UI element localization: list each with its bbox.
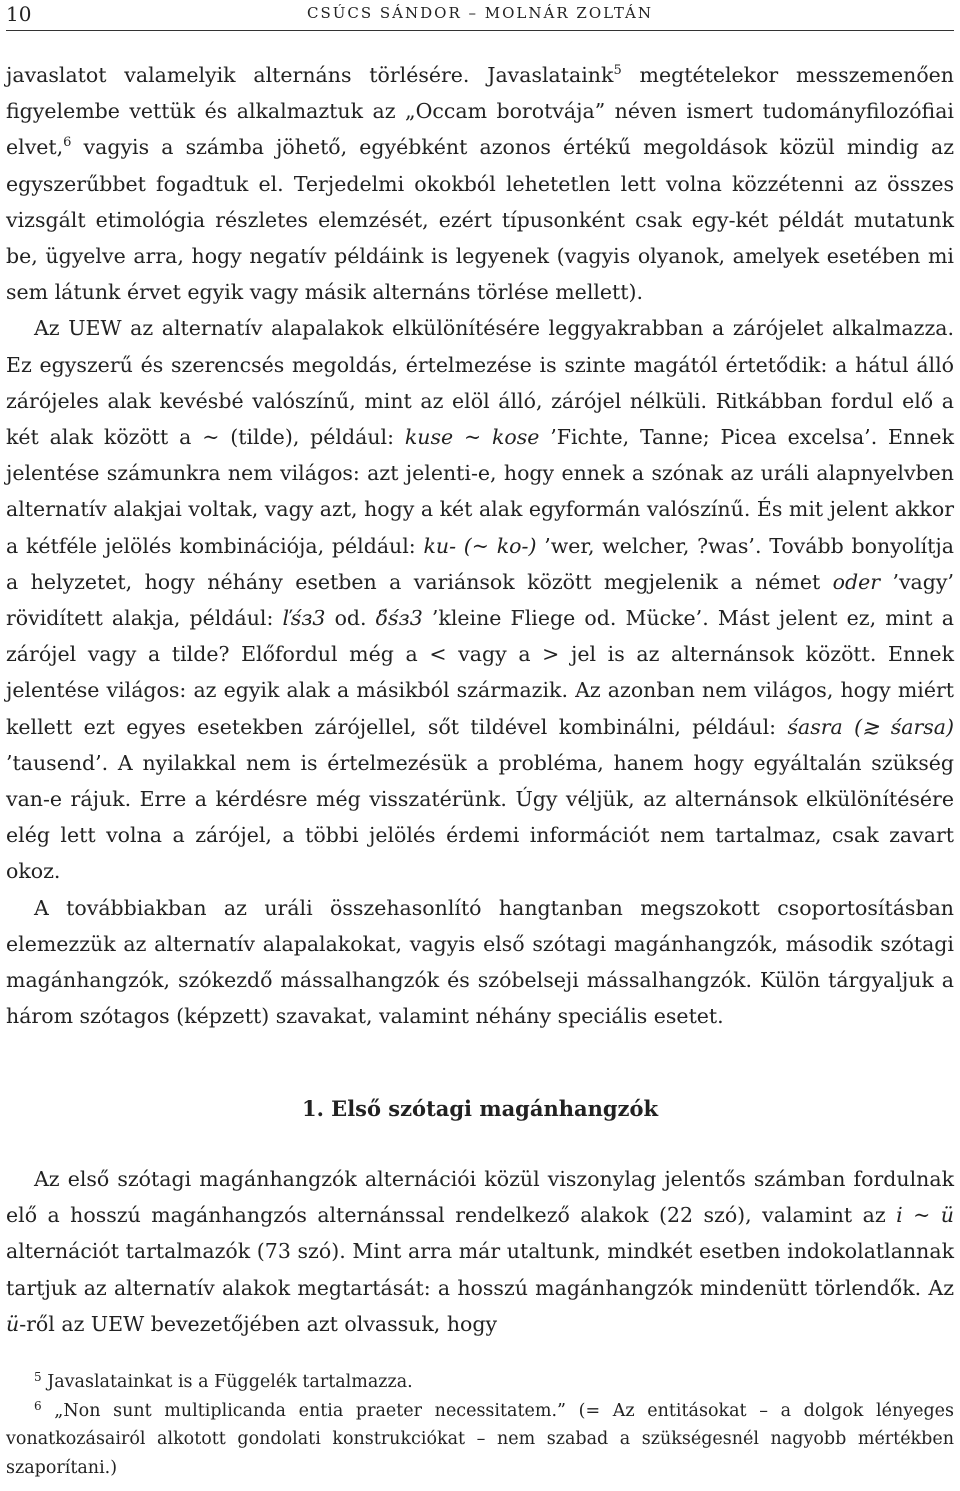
example-form: śasra (≳ śarsa) [787,714,954,739]
running-title: CSÚCS SÁNDOR – MOLNÁR ZOLTÁN [306,4,654,22]
footnote-mark: 5 [34,1370,42,1384]
example-form: δ́śз3 [375,606,423,631]
example-form: ku- (~ ko-) [423,533,537,558]
running-head [6,0,954,31]
footnote-mark: 6 [34,1398,42,1413]
footnote-ref-6[interactable]: 6 [63,135,72,151]
example-form: oder [832,569,881,594]
paragraph: Az első szótagi magánhangzók alternációi közül viszonylag jelentős számban fordulnak elő a hosszú magánhangzós alternánssal rendelkező alakok (22 szó), valamint az i ~ ü alternációt tartalmazók (73 szó). Mint arra már utaltunk, mindkét esetben indokolatlannak tartjuk az alternatív alakok megtartását: a hosszú magánhangzók mindenütt törlendők. Az ü-ről az UEW bevezetőjében azt olvassuk, hogy [6,1167,954,1336]
example-form: kuse ~ kose [404,425,540,450]
body-text [6,57,954,1034]
paragraph: Az UEW az alternatív alapalakok elkülönítésére leggyakrabban a zárójelet alkalmazza. Ez egyszerű és szerencsés megoldás, értelmezése is szinte magától értetődik: a hátul álló zárójeles alak kevésbé valószínű, mint az elöl álló, zárójel nélküli. Ritkábban fordul elő a két alak között a ~ (tilde), például: kuse ~ kose ’Fichte, Tanne; Picea excelsa’. Ennek jelentése számunkra nem világos: azt jelenti-e, hogy ennek a szónak az uráli alapnyelvben alternatív alakjai voltak, vagy azt, hogy a két alak egyformán valószínű. És mit jelent akkor a kétféle jelölés kombinációja, például: ku- (~ ko-) ’wer, welcher, ?was’. Tovább bonyolítja a helyzetet, hogy néhány esetben a variánsok között megjelenik a német oder ’vagy’ rövidített alakja, például: ľśз3 od. δ́śз3 ’kleine Fliege od. Mücke’. Mást jelent ez, mint a zárójel vagy a tilde? Előfordul még a < vagy a > jel is az alternánsok között. Ennek jelentése világos: az egyik alak a másikból származik. Az azonban nem világos, hogy miért kellett ezt egyes esetekben zárójellel, sőt tildével kombinálni, például: śasra (≳ śarsa) ’tausend’. A nyilakkal nem is értelmezésük a probléma, hanem hogy egyáltalán szükség van-e rájuk. Erre a kérdésre még visszatérünk. Úgy véljük, az alternánsok elkülönítésére elég lett volna a zárójel, a többi jelölés érdemi információt nem tartalmaz, csak zavart okoz. [6,316,954,884]
example-form: i ~ ü [896,1203,954,1228]
footnotes [6,1368,954,1482]
example-form: ľśз3 [282,606,326,631]
page-number: 10 [6,2,32,26]
section-body [6,1161,954,1342]
paragraph: javaslatot valamelyik alternáns törlésére. Javaslataink$^5$ megtételekor messzemenően figyelembe vettük és alkalmaztuk az „Occam borotvája” néven ismert tudományfilozófiai elvet,$^6$ vagyis a számba jöhető, egyébként azonos értékű megoldások közül mindig az egyszerűbbet fogadtuk el. Terjedelmi okokból lehetetlen lett volna közzétenni az összes vizsgált etimológia részletes elemzését, ezért típusonként csak egy-két példát mutatunk be, ügyelve arra, hogy negatív példáink is legyenek (vagyis olyanok, amelyek esetében mi sem látunk érvet egyik vagy másik alternáns törlése mellett). [6,63,955,305]
section-heading: 1. Első szótagi magánhangzók [301,1096,659,1121]
paragraph: A továbbiakban az uráli összehasonlító hangtanban megszokott csoportosításban elemezzük az alternatív alapalakokat, vagyis első szótagi magánhangzók, második szótagi magánhangzók, szókezdő mássalhangzók és szóbelseji mássalhangzók. Külön tárgyaljuk a három szótagos (képzett) szavakat, valamint néhány speciális esetet. [6,895,954,1029]
example-form: ü [6,1311,20,1336]
footnote-ref-5[interactable]: 5 [613,63,622,78]
footnote-6: $^6$ „Non sunt multiplicanda entia praeter necessitatem.” (= Az entitásokat – a dolgok lényeges vonatkozásairól alkotott gondolati konstrukciókat – nem szabad a szükségesnél nagyobb mértékben szaporítani.) [6,1398,954,1478]
footnote-5: $^5$ Javaslatainkat is a Függelék tartalmazza. [34,1370,413,1392]
